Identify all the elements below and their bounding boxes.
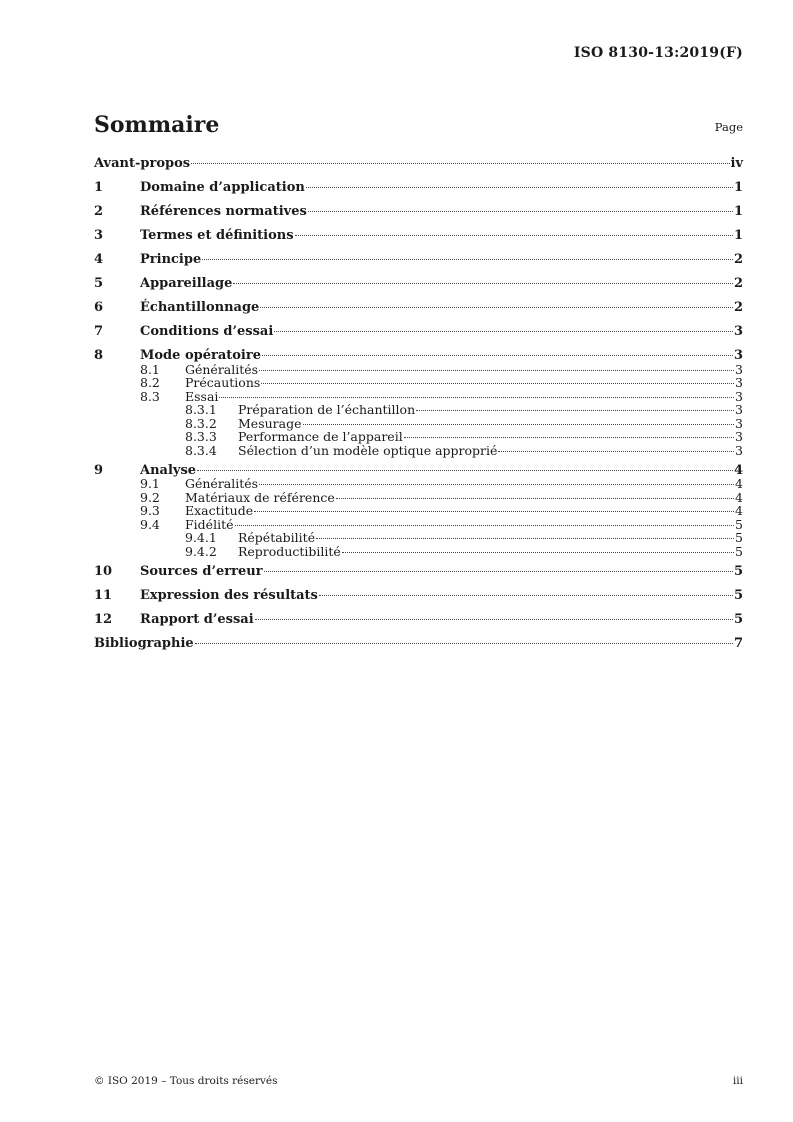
toc-entry-page: 4 <box>733 462 743 478</box>
toc-entry-title: Essai <box>185 388 219 404</box>
toc-entry-page: 3 <box>735 415 743 431</box>
toc-entry-page: 4 <box>735 503 743 518</box>
toc-entry-page: 3 <box>735 442 743 458</box>
toc-entry-title: Échantillonnage <box>140 300 260 315</box>
toc-entry-title: Principe <box>140 252 202 267</box>
toc-entry-page: 4 <box>735 489 743 505</box>
toc-entry-page: 5 <box>733 587 743 603</box>
toc-entry-page: 3 <box>735 388 743 404</box>
toc-entry-title: Bibliographie <box>94 635 194 651</box>
toc-entry-page: 2 <box>733 300 743 315</box>
toc-entry-page: 1 <box>733 204 743 219</box>
toc-entry-page: 3 <box>735 429 743 444</box>
toc-entry-page: 3 <box>735 375 743 390</box>
toc-entry-number: 7 <box>94 324 104 339</box>
toc-entry[interactable] <box>94 636 743 652</box>
toc-entry-page: 5 <box>735 530 743 545</box>
dot-leader <box>259 484 734 485</box>
toc-entry[interactable] <box>94 180 743 196</box>
toc-entry-page: 5 <box>733 563 743 579</box>
toc-entry-title: Expression des résultats <box>140 587 318 603</box>
toc-entry-number: 8.2 <box>140 375 160 390</box>
dot-leader <box>264 571 733 572</box>
toc-entry[interactable] <box>94 204 743 220</box>
dot-leader <box>191 163 729 164</box>
toc-entry-title: Avant-propos <box>94 156 191 171</box>
dot-leader <box>233 283 733 284</box>
toc-entry-page: 3 <box>733 348 743 363</box>
dot-leader <box>308 211 733 212</box>
toc-entry-number: 11 <box>94 587 113 603</box>
toc-entry-title: Fidélité <box>185 516 234 532</box>
dot-leader <box>260 307 733 308</box>
dot-leader <box>195 643 733 644</box>
toc-entry-number: 12 <box>94 611 113 627</box>
dot-leader <box>219 397 734 398</box>
dot-leader <box>498 451 734 452</box>
toc-entry-title: Rapport d’essai <box>140 611 254 627</box>
dot-leader <box>336 498 734 499</box>
page-number: iii <box>732 1075 743 1087</box>
toc-entry-page: 4 <box>735 476 743 491</box>
toc-entry-page: 1 <box>733 180 743 195</box>
toc-entry-page: 7 <box>733 635 743 651</box>
dot-leader <box>303 424 735 425</box>
dot-leader <box>342 552 734 553</box>
toc-entry-number: 8.1 <box>140 361 160 377</box>
toc-entry-page: 3 <box>735 361 743 377</box>
toc-entry-number: 9.2 <box>140 489 160 505</box>
toc-entry-number: 5 <box>94 276 104 291</box>
toc-entry[interactable] <box>94 276 743 292</box>
toc-entry-title: Appareillage <box>140 276 233 291</box>
toc-entry-page: 3 <box>733 324 743 339</box>
toc-entry-number: 8.3.4 <box>185 442 217 458</box>
toc-entry-number: 8.3.3 <box>185 429 217 444</box>
toc-entry-number: 8.3 <box>140 388 160 404</box>
copyright-notice: © ISO 2019 – Tous droits réservés <box>94 1075 278 1087</box>
dot-leader <box>306 187 733 188</box>
toc-entry-page: 2 <box>733 276 743 291</box>
toc-entry-number: 8.3.2 <box>185 415 217 431</box>
toc-entry[interactable] <box>94 252 743 268</box>
toc-entry-number: 4 <box>94 252 104 267</box>
toc-title: Sommaire <box>94 112 220 138</box>
toc-entry-title: Matériaux de référence <box>185 489 335 505</box>
toc-entry-title: Généralités <box>185 361 259 377</box>
toc-entry-title: Mode opératoire <box>140 348 261 363</box>
toc-entry-title: Reproductibilité <box>238 543 341 559</box>
dot-leader <box>261 383 734 384</box>
dot-leader <box>262 355 733 356</box>
toc-entry-number: 8 <box>94 348 104 363</box>
toc-entry[interactable] <box>94 564 743 580</box>
toc-entry[interactable] <box>94 612 743 628</box>
dot-leader <box>295 235 733 236</box>
dot-leader <box>259 370 734 371</box>
toc-entry[interactable] <box>94 156 743 172</box>
toc-entry[interactable] <box>94 324 743 340</box>
toc-entry-title: Préparation de l’échantillon <box>238 402 416 417</box>
toc-entry-page: 1 <box>733 228 743 243</box>
toc-entry-number: 1 <box>94 180 104 195</box>
toc-entry-page: iv <box>730 156 743 171</box>
toc-entry[interactable] <box>94 443 743 459</box>
toc-entry-number: 9.4.2 <box>185 543 217 559</box>
dot-leader <box>274 331 733 332</box>
toc-entry-title: Précautions <box>185 375 261 390</box>
toc-entry-title: Répétabilité <box>238 530 316 545</box>
dot-leader <box>255 619 733 620</box>
toc-entry-title: Domaine d’application <box>140 180 305 195</box>
dot-leader <box>416 410 734 411</box>
toc-entry-number: 3 <box>94 228 104 243</box>
document-identifier: ISO 8130-13:2019(F) <box>573 45 743 61</box>
toc-entry-title: Sélection d’un modèle optique approprié <box>238 442 498 458</box>
toc-entry[interactable] <box>94 544 743 560</box>
toc-entry-number: 6 <box>94 300 104 315</box>
toc-entry-page: 5 <box>735 516 743 532</box>
toc-entry-page: 5 <box>735 543 743 559</box>
toc-entry[interactable] <box>94 588 743 604</box>
toc-entry-title: Conditions d’essai <box>140 324 274 339</box>
toc-entry-title: Performance de l’appareil <box>238 429 403 444</box>
toc-entry-title: Analyse <box>140 462 197 478</box>
toc-entry-number: 9 <box>94 462 104 478</box>
dot-leader <box>254 511 734 512</box>
dot-leader <box>202 259 733 260</box>
toc-entry-title: Généralités <box>185 476 259 491</box>
dot-leader <box>235 525 735 526</box>
toc-entry-page: 5 <box>733 611 743 627</box>
toc-entry-number: 8.3.1 <box>185 402 217 417</box>
toc-entry-title: Références normatives <box>140 204 307 219</box>
dot-leader <box>404 437 734 438</box>
toc-entry-number: 9.3 <box>140 503 160 518</box>
dot-leader <box>319 595 733 596</box>
toc-entry-number: 9.4.1 <box>185 530 217 545</box>
toc-entry[interactable] <box>94 228 743 244</box>
toc-entry-number: 9.1 <box>140 476 160 491</box>
toc-entry-title: Mesurage <box>238 415 302 431</box>
dot-leader <box>197 470 733 471</box>
page-column-label: Page <box>714 120 743 134</box>
toc-entry-title: Termes et définitions <box>140 228 294 243</box>
toc-entry-number: 9.4 <box>140 516 160 532</box>
dot-leader <box>316 538 734 539</box>
toc-entry-page: 3 <box>735 402 743 417</box>
page-footer <box>94 1075 743 1087</box>
toc-entry-page: 2 <box>733 252 743 267</box>
toc-entry-number: 10 <box>94 563 113 579</box>
toc-entry-title: Exactitude <box>185 503 254 518</box>
toc-entry-number: 2 <box>94 204 104 219</box>
toc-entry-title: Sources d’erreur <box>140 563 263 579</box>
toc-entry[interactable] <box>94 300 743 316</box>
